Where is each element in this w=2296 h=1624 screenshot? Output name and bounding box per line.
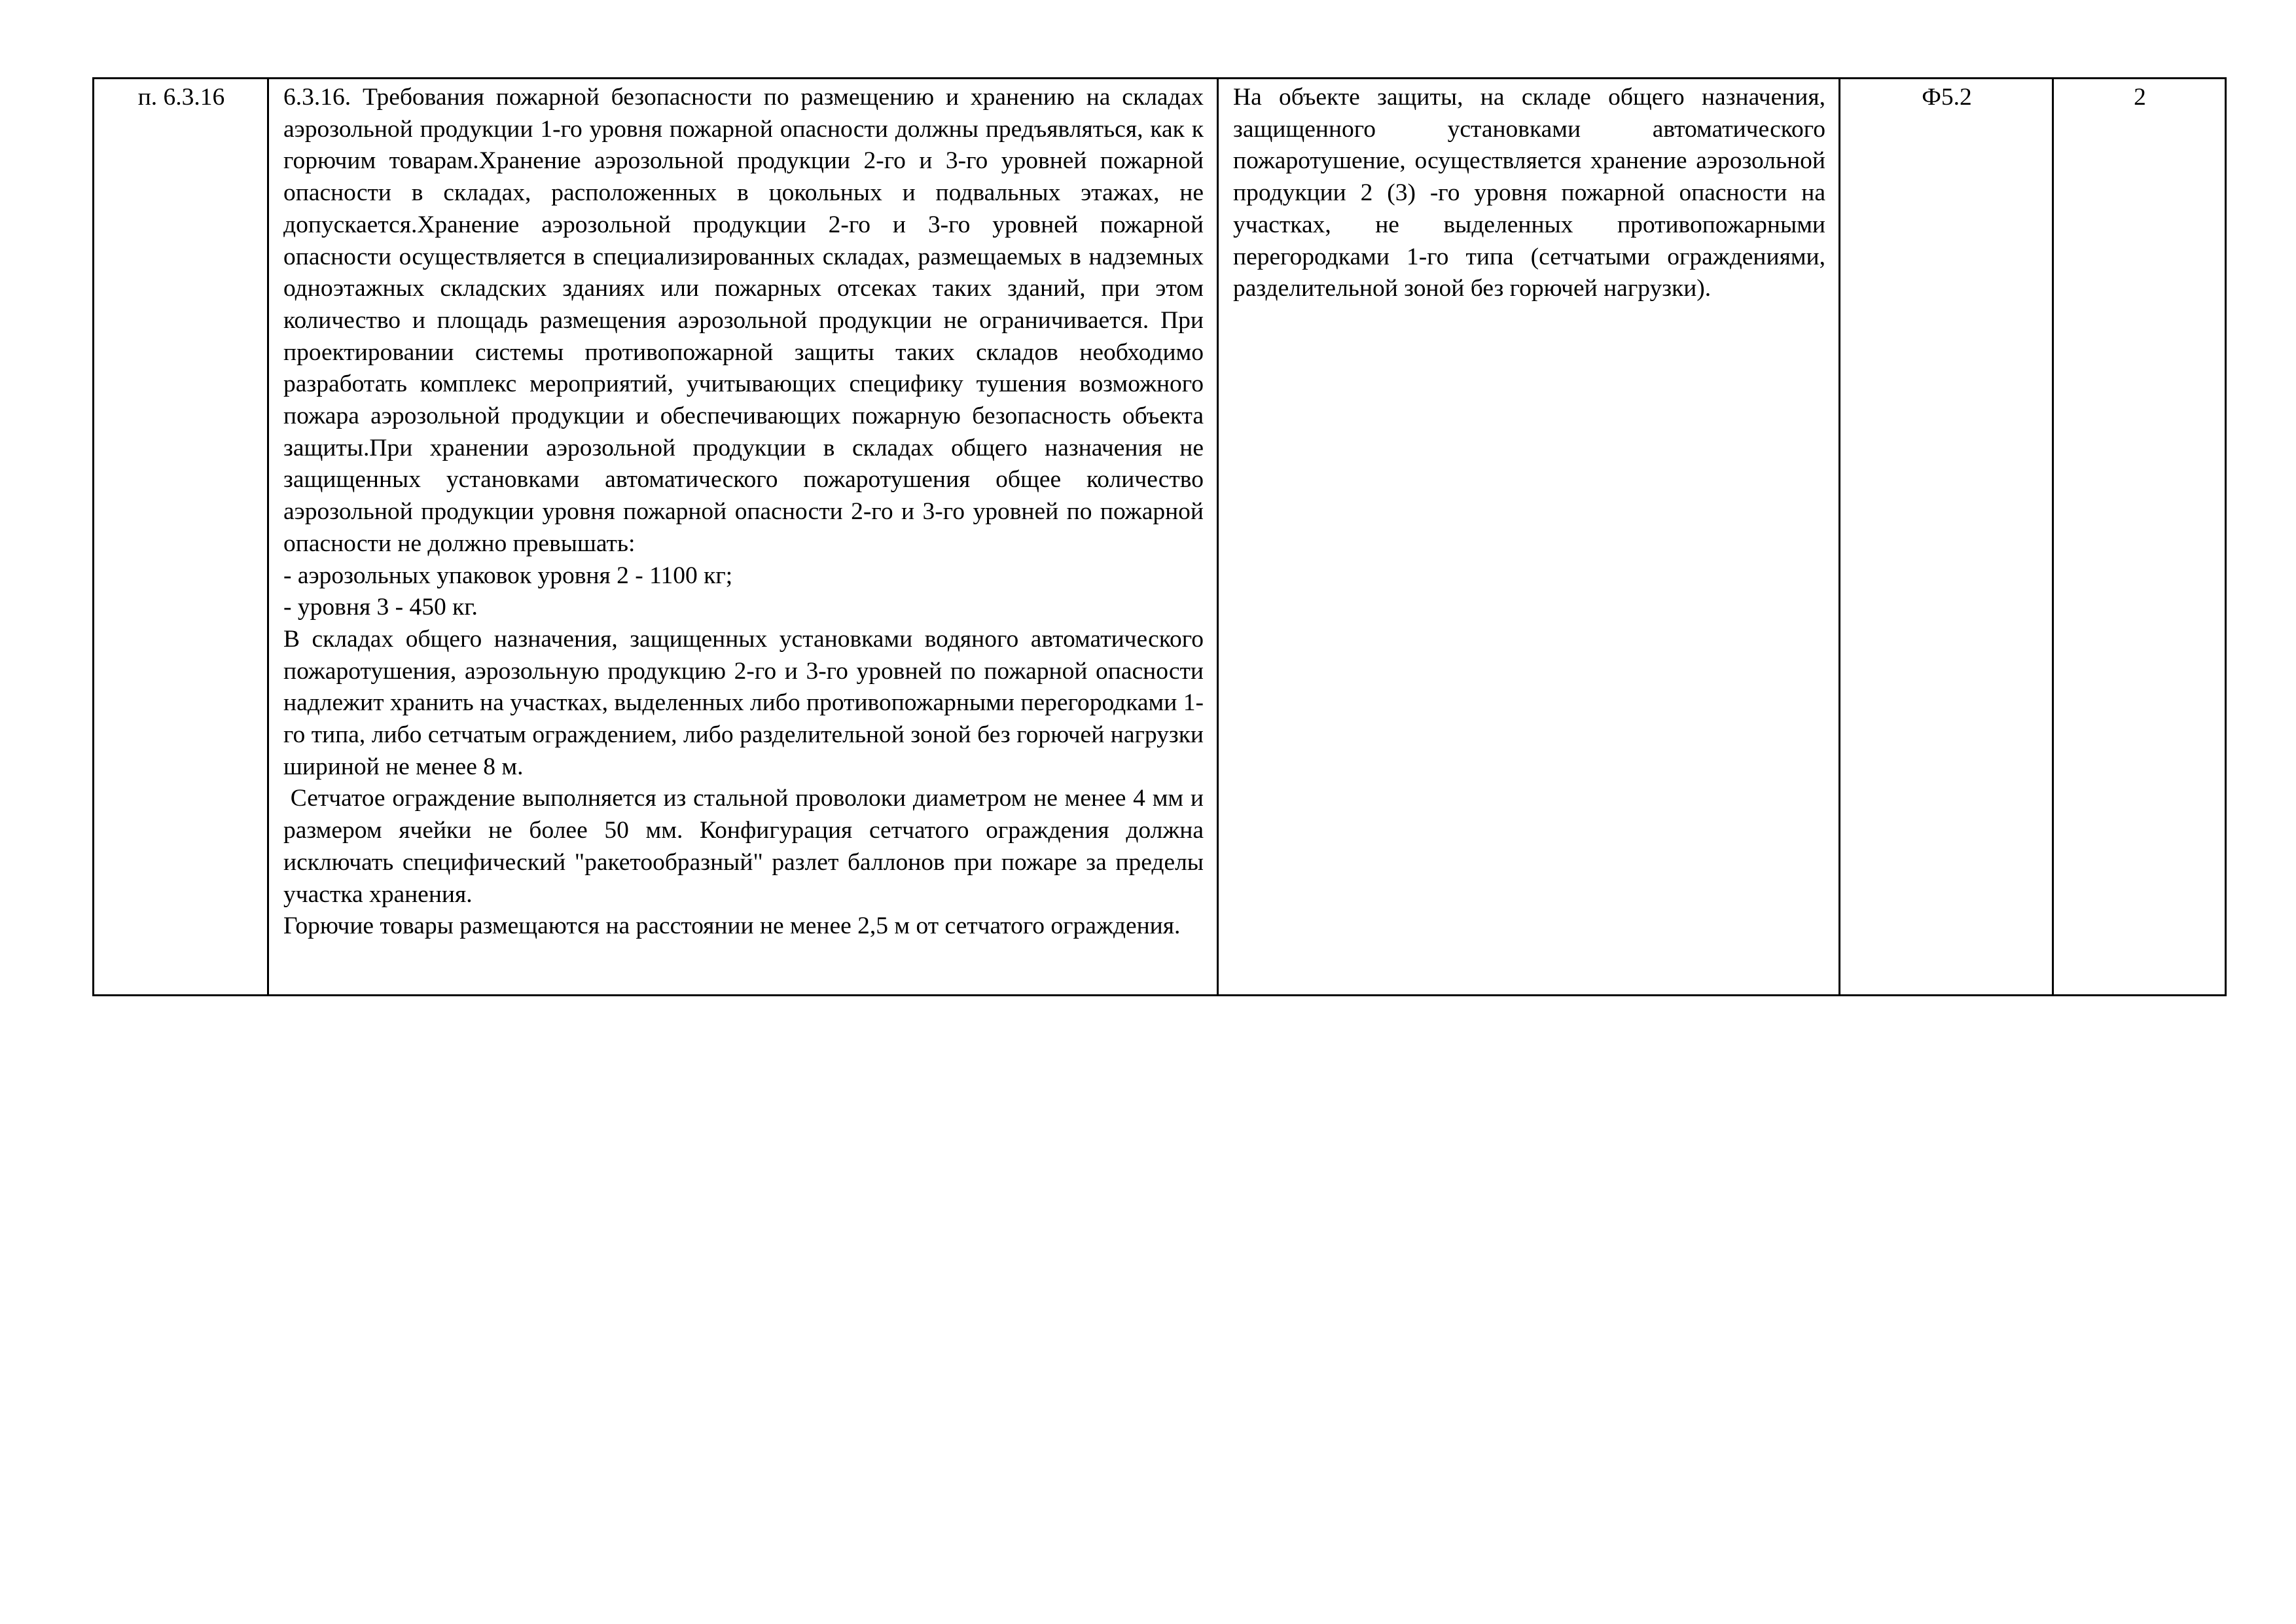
violation-cell [1218, 79, 1840, 996]
count-value: 2 [2134, 84, 2146, 111]
clause-cell [94, 79, 268, 996]
clause-number: п. 6.3.16 [137, 84, 225, 111]
requirement-paragraph-main: 6.3.16. Требования пожарной безопасности по размещению и хранению на складах аэрозольной продукции 1-го уровня пожарной опасности должны предъявляться, как к горючим товарам.Хранение аэрозольной продукции 2-го и 3-го уровней пожарной опасности в складах, расположенных в цокольных и подвальных этажах, не допускается.Хранение аэрозольной продукции 2-го и 3-го уровней пожарной опасности осуществляется в специализированных складах, размещаемых в надземных одноэтажных складских зданиях или пожарных отсеках таких зданий, при этом количество и площадь размещения аэрозольной продукции не ограничивается. При проектировании системы противопожарной защиты таких складов необходимо разработать комплекс мероприятий, учитывающих специфику тушения возможного пожара аэрозольной продукции и обеспечивающих пожарную безопасность объекта защиты.При хранении аэрозольной продукции в складах общего назначения не защищенных установками автоматического пожаротушения общее количество аэрозольной продукции уровня пожарной опасности 2-го и 3-го уровней по пожарной опасности не должно превышать: [283, 84, 1210, 557]
requirement-paragraph-mesh-fence: Сетчатое ограждение выполняется из стальной проволоки диаметром не менее 4 мм и размером ячейки не более 50 мм. Конфигурация сетчатого ограждения должна исключать специфический "ракетообразный" разлет баллонов при пожаре за пределы участка хранения. [283, 785, 1210, 908]
class-cell [1840, 79, 2053, 996]
violation-description: На объекте защиты, на складе общего назначения, защищенного установками автоматического пожаротушение, осуществляется хранение аэрозольной продукции 2 (3) -го уровня пожарной опасности на участках, не выделенных противопожарными перегородками 1-го типа (сетчатыми ограждениями, разделительной зоной без горючей нагрузки). [1233, 84, 1832, 302]
requirement-cell [268, 79, 1218, 996]
table-row [94, 79, 2226, 996]
requirement-paragraph-sprinkler-storage: В складах общего назначения, защищенных установками водяного автоматического пожаротушения, аэрозольную продукцию 2-го и 3-го уровней по пожарной опасности надлежит хранить на участках, выделенных либо противопожарными перегородками 1-го типа, либо сетчатым ограждением, либо разделительной зоной без горючей нагрузки шириной не менее 8 м. [283, 625, 1210, 780]
requirements-table [92, 77, 2227, 996]
functional-class: Ф5.2 [1922, 84, 1972, 111]
count-cell [2053, 79, 2226, 996]
requirement-limit-level-2: - аэрозольных упаковок уровня 2 - 1100 кг; [283, 562, 733, 589]
requirement-limit-level-3: - уровня 3 - 450 кг. [283, 594, 478, 621]
requirement-paragraph-distance: Горючие товары размещаются на расстоянии не менее 2,5 м от сетчатого ограждения. [283, 912, 1181, 940]
